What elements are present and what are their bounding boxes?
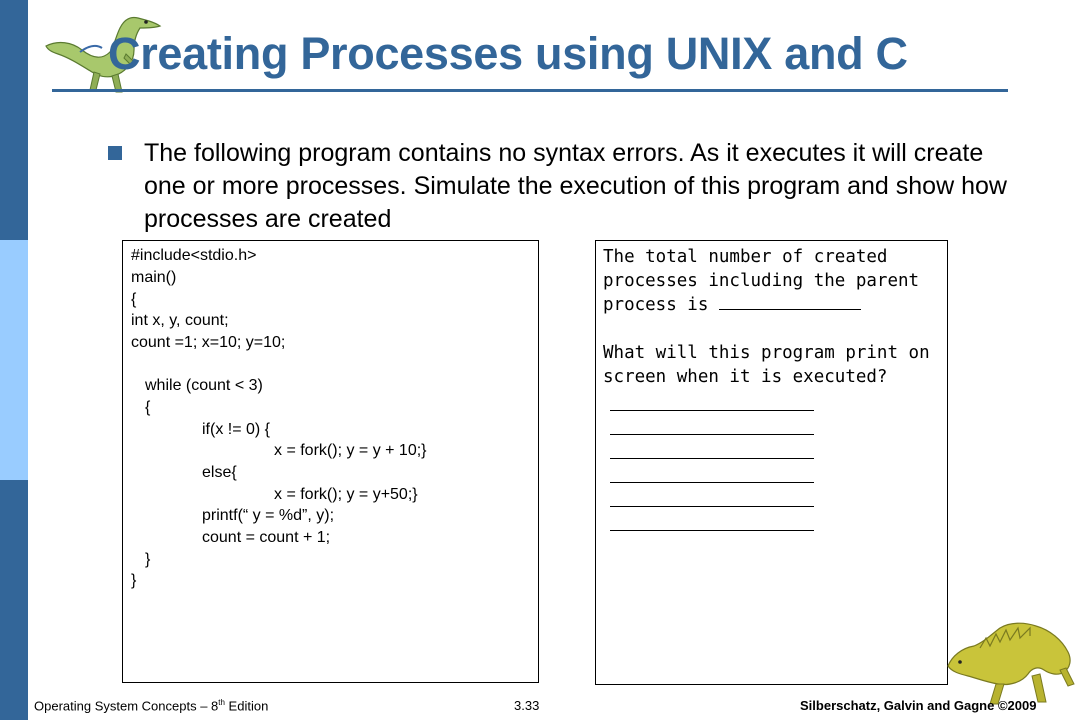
- code-line: x = fork(); y = y+50;}: [274, 486, 418, 503]
- question-process-count-text: The total number of created processes including the parent process is: [603, 247, 920, 315]
- sidebar-segment-middle: [0, 240, 28, 480]
- answer-line: [610, 482, 814, 483]
- page-title: Creating Processes using UNIX and C: [108, 28, 908, 79]
- code-line: {: [131, 291, 137, 308]
- footer-book-title-suffix: Edition: [224, 698, 269, 714]
- answer-line: [610, 458, 814, 459]
- code-line: }: [131, 572, 137, 589]
- dinosaur-logo-bottom-right: [940, 612, 1080, 708]
- code-listing-box: [122, 240, 539, 683]
- code-line: else{: [202, 464, 237, 481]
- footer-page-number: 3.33: [514, 698, 540, 713]
- left-sidebar-strip: [0, 0, 28, 720]
- answer-line: [610, 530, 814, 531]
- code-line: if(x != 0) {: [202, 421, 271, 438]
- sidebar-segment-top: [0, 0, 28, 240]
- bullet-text: The following program contains no syntax errors. As it executes it will create one or more processes. Simulate the execution of this program and show how processes are created: [144, 139, 1007, 233]
- code-line: #include<stdio.h>: [131, 247, 257, 264]
- code-line: }: [145, 551, 151, 568]
- code-line: count = count + 1;: [202, 529, 331, 546]
- answer-line: [610, 506, 814, 507]
- code-line: x = fork(); y = y + 10;}: [274, 442, 427, 459]
- question-process-count: [603, 245, 933, 317]
- bullet-marker-icon: [108, 146, 122, 160]
- footer-book-title-sup: th: [218, 698, 225, 707]
- sidebar-segment-bottom: [0, 480, 28, 720]
- footer-book-title: [34, 698, 268, 713]
- code-line: count =1; x=10; y=10;: [131, 334, 286, 351]
- code-line: printf(“ y = %d”, y);: [202, 507, 335, 524]
- footer-book-title-prefix: Operating System Concepts – 8: [34, 698, 219, 714]
- code-line: {: [145, 399, 151, 416]
- answer-blank: [719, 295, 861, 310]
- code-line: int x, y, count;: [131, 312, 229, 329]
- answer-line: [610, 434, 814, 435]
- code-line: main(): [131, 269, 177, 286]
- footer-copyright: Silberschatz, Galvin and Gagne ©2009: [800, 698, 1037, 713]
- code-line: while (count < 3): [145, 377, 263, 394]
- answer-line: [610, 410, 814, 411]
- title-underline: [52, 89, 1008, 92]
- question-print-output: What will this program print on screen when it is executed?: [603, 343, 930, 387]
- question-box: [595, 240, 948, 685]
